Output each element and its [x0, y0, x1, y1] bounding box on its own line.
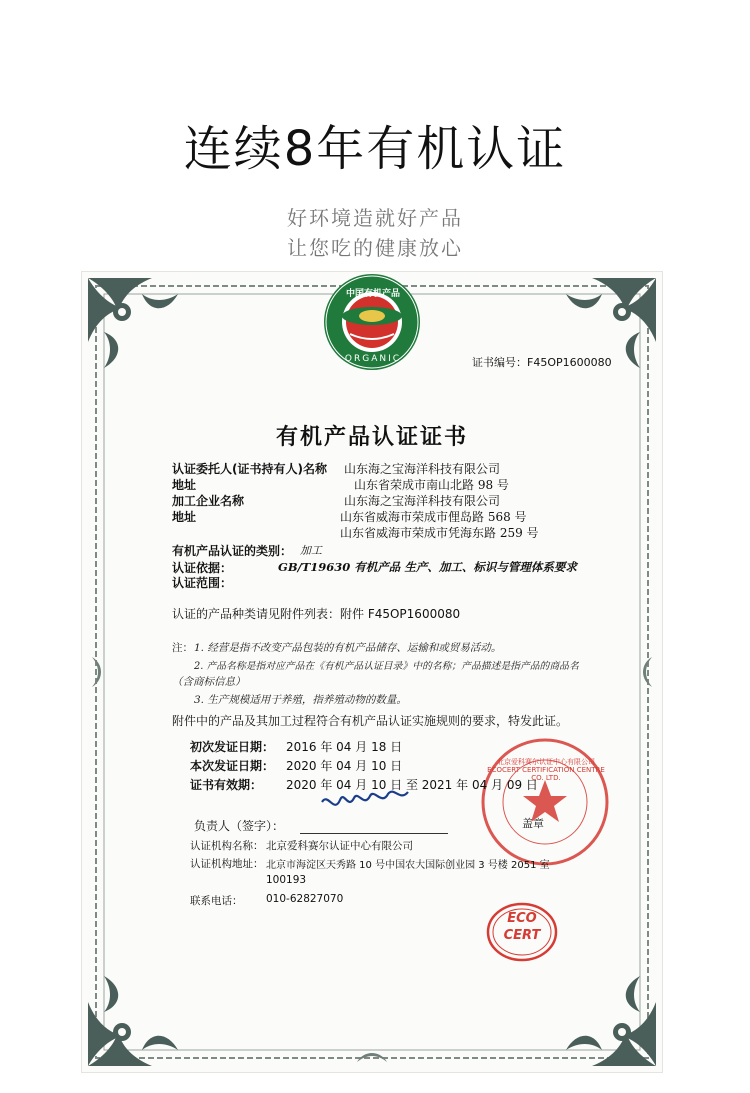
attachment-text: 认证的产品种类请见附件列表：附件 F45OP1600080: [172, 607, 461, 621]
processor-address-label: 地址: [172, 510, 197, 524]
note-3: 3. 生产规模适用于养殖，指养殖动物的数量。: [194, 694, 407, 706]
processor-address-value-2: 山东省威海市荣成市凭海东路 259 号: [340, 526, 539, 540]
current-issue-label: 本次发证日期：: [190, 759, 275, 773]
corner-ornament-br: [566, 976, 656, 1066]
certificate-title: 有机产品认证证书: [275, 424, 468, 450]
signature: [322, 792, 408, 805]
org-address-value-1: 北京市海淀区天秀路 10 号中国农大国际创业园 3 号楼 2051 室: [266, 860, 550, 871]
address-value: 山东省荣成市南山北路 98 号: [354, 478, 509, 492]
page-subtitle-1: 好环境造就好产品: [287, 206, 463, 230]
notes-prefix: 注：: [172, 642, 193, 654]
note-2a: 2. 产品名称是指对应产品在《有机产品认证目录》中的名称；产品描述是指产品的商品名: [194, 661, 579, 672]
ecocert-text-2: CERT: [503, 928, 541, 943]
category-value: 加工: [300, 544, 322, 557]
org-address-label: 认证机构地址：: [190, 858, 264, 870]
corner-ornament-bl: [88, 976, 178, 1066]
client-label: 认证委托人(证书持有人)名称: [172, 462, 327, 476]
ecocert-text-1: ECO: [507, 911, 537, 926]
seal-ring-text: 北京爱科赛尔认证中心有限公司 ECOCERT CERTIFICATION CENTRE CO. LTD.: [487, 758, 605, 782]
seal-label: 盖章: [522, 817, 544, 830]
ornamental-frame: [82, 272, 662, 1072]
first-issue-label: 初次发证日期：: [190, 740, 275, 754]
page-headline: 连续8年有机认证: [183, 121, 567, 177]
validity-value: 2020 年 04 月 10 日 至 2021 年 04 月 09 日: [286, 778, 538, 792]
validity-label: 证书有效期：: [190, 778, 263, 792]
certificate-document: [82, 272, 662, 1072]
org-address-value-2: 100193: [266, 874, 307, 886]
scope-label: 认证范围：: [172, 576, 233, 590]
org-phone-value: 010-62827070: [266, 893, 344, 905]
page-subtitle-2: 让您吃的健康放心: [287, 236, 463, 260]
signature-line: [300, 833, 448, 834]
corner-ornament-tl: [88, 278, 178, 368]
certificate-number: 证书编号：F45OP1600080: [472, 356, 612, 369]
org-name-value: 北京爱科赛尔认证中心有限公司: [266, 840, 413, 852]
processor-address-value-1: 山东省威海市荣成市俚岛路 568 号: [340, 510, 527, 524]
processor-value: 山东海之宝海洋科技有限公司: [344, 494, 501, 508]
processor-label: 加工企业名称: [172, 494, 245, 508]
first-issue-value: 2016 年 04 月 18 日: [286, 740, 403, 754]
note-1: 1. 经营是指不改变产品包装的有机产品储存、运输和或贸易活动。: [194, 642, 502, 654]
basis-value: GB/T19630 有机产品 生产、加工、标识与管理体系要求: [278, 560, 577, 574]
current-issue-value: 2020 年 04 月 10 日: [286, 759, 403, 773]
note-2b: （含商标信息）: [172, 676, 246, 688]
category-label: 有机产品认证的类别：: [172, 544, 293, 558]
logo-ring-cn: 中国有机产品: [345, 289, 400, 299]
org-name-label: 认证机构名称：: [190, 840, 264, 852]
logo-ring-en: ORGANIC: [344, 354, 402, 364]
org-phone-label: 联系电话：: [190, 895, 243, 907]
statement: 附件中的产品及其加工过程符合有机产品认证实施规则的要求，特发此证。: [172, 714, 569, 728]
address-label: 地址: [172, 478, 197, 492]
client-value: 山东海之宝海洋科技有限公司: [344, 462, 501, 476]
responsible-label: 负责人（签字）：: [194, 819, 285, 833]
basis-label: 认证依据：: [172, 561, 233, 575]
